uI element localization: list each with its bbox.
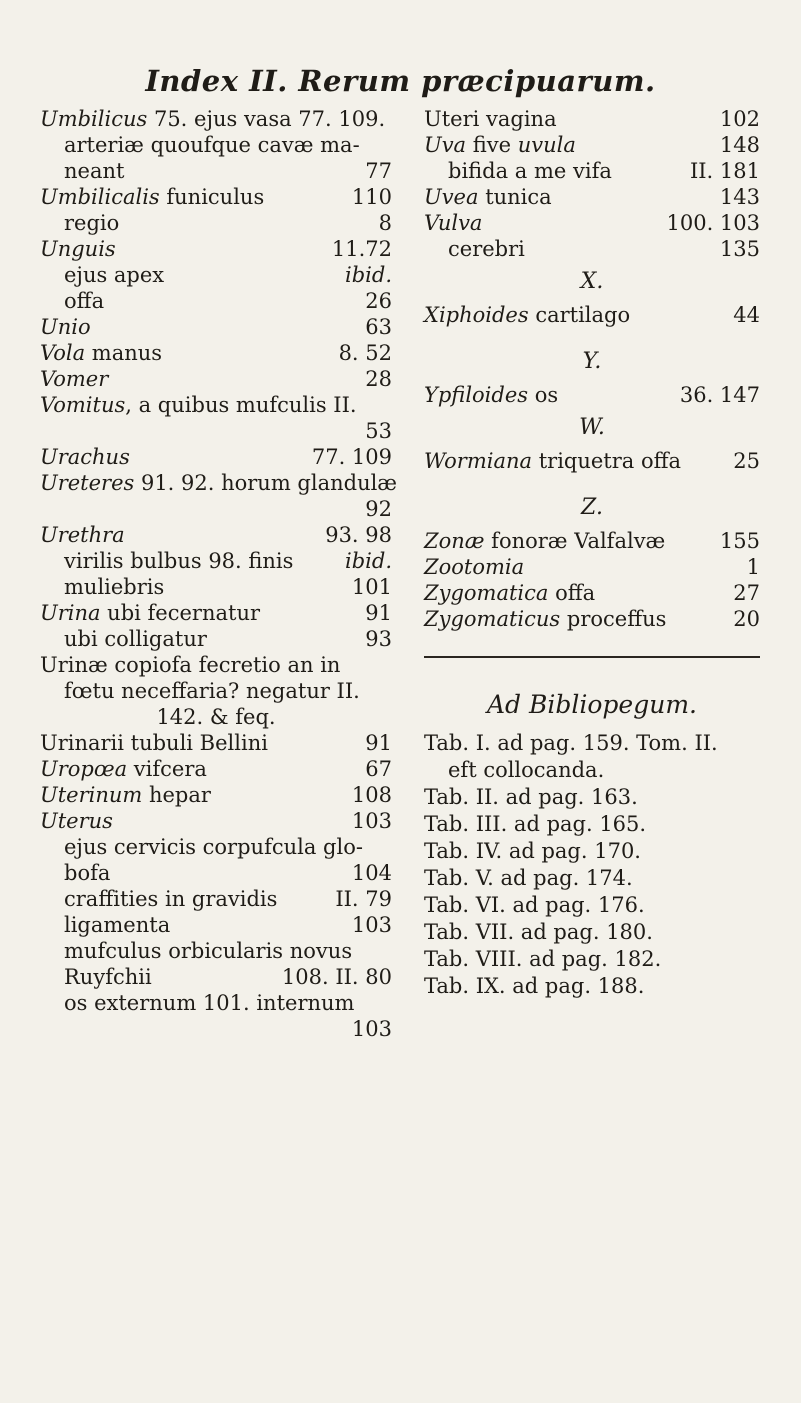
entry-text: five <box>466 133 518 157</box>
entry-headword: Vulva <box>424 211 483 235</box>
entry-headword: Uterinum <box>40 783 143 807</box>
entry-term <box>40 756 207 782</box>
entry-headword: regio <box>64 211 120 235</box>
index-entry <box>424 528 760 554</box>
entry-page-ref: 20 <box>733 607 760 631</box>
entry-headword: os externum 101. internum <box>64 991 355 1015</box>
entry-headword: arteriæ quoufque cavæ ma- <box>64 133 360 157</box>
index-entry <box>40 132 392 158</box>
entry-term <box>424 210 482 236</box>
entry-headword: Wormiana <box>424 449 533 473</box>
index-entry <box>424 184 760 210</box>
index-entry <box>40 366 392 392</box>
entry-page-ref: 25 <box>733 449 760 473</box>
entry-headword: Urinæ copiofa fecretio an in <box>40 653 341 677</box>
entry-term <box>40 652 340 678</box>
entry-text: triquetra offa <box>532 449 682 473</box>
entry-headword: Urina <box>40 601 101 625</box>
entry-term <box>424 132 576 158</box>
entry-headword: Unguis <box>40 237 116 261</box>
binder-instruction: Tab. II. ad pag. 163. <box>424 785 638 809</box>
entry-headword: Ypfiloides <box>424 383 529 407</box>
index-entry <box>40 236 392 262</box>
entry-term <box>424 382 558 408</box>
entry-term <box>64 860 110 886</box>
entry-term <box>424 528 665 554</box>
entry-text: tunica <box>478 185 552 209</box>
index-entry <box>40 574 392 600</box>
entry-page-ref: ibid. <box>345 263 392 287</box>
binder-instruction: Tab. I. ad pag. 159. Tom. II. <box>424 731 718 755</box>
entry-term <box>64 678 360 704</box>
entry-headword: Zygomaticus <box>424 607 561 631</box>
index-entry <box>40 262 392 288</box>
entry-headword: mufculus orbicularis novus <box>64 939 353 963</box>
entry-page-ref: 103 <box>351 913 392 937</box>
entry-term <box>448 158 612 184</box>
entry-term <box>40 782 211 808</box>
binder-instruction: Tab. IV. ad pag. 170. <box>424 839 641 863</box>
entry-term <box>424 106 557 132</box>
binder-instruction: Tab. VII. ad pag. 180. <box>424 920 653 944</box>
entry-headword: ubi colligatur <box>64 627 207 651</box>
entry-term <box>40 444 130 470</box>
entry-term <box>40 392 357 418</box>
left-column <box>40 106 398 1042</box>
entry-term <box>424 554 524 580</box>
binder-instruction: eft collocanda. <box>448 758 605 782</box>
entry-headword: Urethra <box>40 523 125 547</box>
entry-headword: Zonæ <box>424 529 485 553</box>
entry-headword: Ruyfchii <box>64 965 152 989</box>
entry-term <box>424 302 630 328</box>
entry-headword: Zygomatica <box>424 581 549 605</box>
letter-heading-x: X. <box>580 269 604 294</box>
entry-term <box>424 606 666 632</box>
entry-term <box>424 580 595 606</box>
bibliopegum-heading: Ad Bibliopegum. <box>487 690 697 719</box>
entry-text: vifcera <box>127 757 207 781</box>
index-entry <box>40 600 392 626</box>
entry-term <box>64 964 152 990</box>
entry-term <box>40 366 108 392</box>
index-entry <box>40 912 392 938</box>
entry-page-ref: 101 <box>351 575 392 599</box>
index-entry <box>40 704 392 730</box>
entry-headword: fœtu neceffaria? negatur II. <box>64 679 360 703</box>
binder-instruction: Tab. VI. ad pag. 176. <box>424 893 645 917</box>
entry-page-ref: 77 <box>365 159 392 183</box>
entry-headword: virilis bulbus 98. finis <box>64 549 294 573</box>
index-entry <box>40 886 392 912</box>
entry-headword: ligamenta <box>64 913 171 937</box>
entry-page-ref: ibid. <box>345 549 392 573</box>
entry-headword: Xiphoides <box>424 303 529 327</box>
entry-term <box>40 522 125 548</box>
entry-text: ubi fecernatur <box>100 601 261 625</box>
index-entry <box>424 606 760 632</box>
entry-page-ref: 28 <box>365 367 392 391</box>
entry-page-ref: II. 181 <box>689 159 760 183</box>
index-entry <box>40 782 392 808</box>
entry-page-ref: 8 <box>378 211 392 235</box>
entry-page-ref: 1 <box>746 555 760 579</box>
entry-term <box>40 314 91 340</box>
entry-text: offa <box>548 581 596 605</box>
index-entry <box>424 106 760 132</box>
entry-page-ref: 8. 52 <box>338 341 392 365</box>
binder-instruction: Tab. VIII. ad pag. 182. <box>424 947 662 971</box>
entry-term <box>40 184 264 210</box>
index-entry <box>424 236 760 262</box>
entry-term <box>40 340 162 366</box>
entry-page-ref: 143 <box>719 185 760 209</box>
entry-headword: Ureteres <box>40 471 135 495</box>
index-entry <box>40 626 392 652</box>
entry-term <box>40 600 260 626</box>
entry-term <box>424 184 552 210</box>
entry-page-ref: 26 <box>365 289 392 313</box>
index-entry <box>424 158 760 184</box>
entry-page-ref: 102 <box>719 107 760 131</box>
index-entry <box>40 652 392 678</box>
entry-term <box>64 938 352 964</box>
entry-text: proceffus <box>560 607 667 631</box>
entry-headword: ejus apex <box>64 263 165 287</box>
index-entry <box>40 548 392 574</box>
entry-text: 75. ejus vasa 77. 109. <box>147 107 386 131</box>
entry-term <box>64 574 164 600</box>
index-entry <box>40 522 392 548</box>
index-entry <box>40 964 392 990</box>
index-entry <box>40 808 392 834</box>
entry-page-ref: 100. 103 <box>666 211 760 235</box>
entry-text: os <box>528 383 559 407</box>
index-entry <box>424 132 760 158</box>
index-entry <box>40 392 392 418</box>
entry-term <box>40 730 268 756</box>
entry-term <box>40 106 385 132</box>
entry-headword: ejus cervicis corpufcula glo- <box>64 835 363 859</box>
entry-text: manus <box>85 341 163 365</box>
entry-term <box>64 912 170 938</box>
entry-page-ref: 63 <box>365 315 392 339</box>
binder-instruction: Tab. V. ad pag. 174. <box>424 866 633 890</box>
entry-page-ref: 103 <box>351 809 392 833</box>
entry-headword: offa <box>64 289 105 313</box>
entry-headword: Uropœa <box>40 757 128 781</box>
index-entry <box>40 444 392 470</box>
entry-page-ref: II. 79 <box>335 887 392 911</box>
right-column <box>424 106 760 1000</box>
entry-term <box>64 548 293 574</box>
entry-page-ref: 91 <box>365 601 392 625</box>
index-entry <box>40 288 392 314</box>
entry-headword: Unio <box>40 315 91 339</box>
entry-page-ref: 110 <box>351 185 392 209</box>
index-entry <box>40 938 392 964</box>
index-entry <box>40 678 392 704</box>
entry-term <box>64 626 207 652</box>
entry-headword: Urachus <box>40 445 130 469</box>
index-entry-wormiana <box>424 448 760 474</box>
entry-headword: craffities in gravidis <box>64 887 278 911</box>
index-entry <box>424 210 760 236</box>
entry-headword: bofa <box>64 861 111 885</box>
entry-term <box>64 990 354 1016</box>
entry-headword: cerebri <box>448 237 525 261</box>
entry-page-ref: 11.72 <box>331 237 392 261</box>
letter-heading-y: Y. <box>582 349 602 374</box>
entry-headword: Vola <box>40 341 86 365</box>
index-entry <box>40 158 392 184</box>
index-entry <box>40 210 392 236</box>
entry-term <box>40 808 113 834</box>
index-entry <box>424 554 760 580</box>
entry-term <box>64 210 119 236</box>
letter-heading-w: W. <box>579 415 605 440</box>
entry-headword: bifida a me vifa <box>448 159 612 183</box>
entry-headword: Uteri vagina <box>424 107 557 131</box>
index-entry <box>40 470 398 496</box>
index-entry <box>40 990 392 1016</box>
entry-headword: Vomer <box>40 367 109 391</box>
entry-headword: Zootomia <box>424 555 525 579</box>
entry-page-ref: 108. II. 80 <box>281 965 392 989</box>
entry-page-ref: 53 <box>365 419 392 443</box>
entry-headword: muliebris <box>64 575 165 599</box>
entry-text: hepar <box>142 783 211 807</box>
index-entry <box>40 730 392 756</box>
entry-headword: Urinarii tubuli Bellini <box>40 731 268 755</box>
index-entry <box>40 496 392 522</box>
entry-page-ref: 155 <box>719 529 760 553</box>
entry-headword: Umbilicalis <box>40 185 160 209</box>
index-entry <box>40 314 392 340</box>
entry-term <box>448 236 525 262</box>
entry-term <box>64 158 124 184</box>
entry-headword: Uterus <box>40 809 113 833</box>
entry-term <box>40 470 397 496</box>
entry-page-ref: 36. 147 <box>679 383 760 407</box>
index-entry <box>40 834 392 860</box>
entry-term <box>64 262 164 288</box>
entry-page-ref: 108 <box>351 783 392 807</box>
entry-term <box>424 448 681 474</box>
index-entry-ypsiloides <box>424 382 760 408</box>
entry-page-ref: 135 <box>719 237 760 261</box>
entry-page-ref: 27 <box>733 581 760 605</box>
index-entry-xiphoides <box>424 302 760 328</box>
entry-headword: 142. & feq. <box>156 705 276 729</box>
entry-headword: Vomitus <box>40 393 126 417</box>
entry-headword: neant <box>64 159 125 183</box>
index-entry <box>40 1016 392 1042</box>
index-entry <box>424 580 760 606</box>
index-entry <box>40 756 392 782</box>
entry-text: , a quibus mufculis II. <box>125 393 357 417</box>
index-entry <box>40 340 392 366</box>
page-title: Index II. Rerum præcipuarum. <box>145 64 656 98</box>
entry-term <box>40 704 392 730</box>
entry-page-ref: 77. 109 <box>311 445 392 469</box>
binder-instruction: Tab. III. ad pag. 165. <box>424 812 647 836</box>
entry-headword-alt: uvula <box>517 133 576 157</box>
entry-term <box>40 236 116 262</box>
entry-page-ref: 92 <box>365 497 392 521</box>
entry-page-ref: 91 <box>365 731 392 755</box>
index-entry <box>40 184 392 210</box>
index-entry <box>40 418 392 444</box>
entry-headword: Uva <box>424 133 467 157</box>
entry-headword: Uvea <box>424 185 479 209</box>
entry-headword: Umbilicus <box>40 107 148 131</box>
index-entry <box>40 860 392 886</box>
entry-page-ref: 148 <box>719 133 760 157</box>
entry-text: funiculus <box>159 185 265 209</box>
entry-page-ref: 44 <box>733 303 760 327</box>
entry-text: fonoræ Valfalvæ <box>484 529 666 553</box>
entry-term <box>64 132 360 158</box>
divider <box>424 656 760 658</box>
letter-heading-z: Z. <box>581 495 603 520</box>
entry-text: 91. 92. horum glandulæ <box>134 471 398 495</box>
entry-page-ref: 93. 98 <box>325 523 392 547</box>
entry-term <box>64 834 363 860</box>
index-entry <box>40 106 392 132</box>
entry-page-ref: 103 <box>351 1017 392 1041</box>
binder-instruction: Tab. IX. ad pag. 188. <box>424 974 645 998</box>
entry-page-ref: 67 <box>365 757 392 781</box>
entry-page-ref: 93 <box>365 627 392 651</box>
entry-term <box>64 288 104 314</box>
entry-term <box>64 886 277 912</box>
entry-page-ref: 104 <box>351 861 392 885</box>
entry-text: cartilago <box>528 303 631 327</box>
